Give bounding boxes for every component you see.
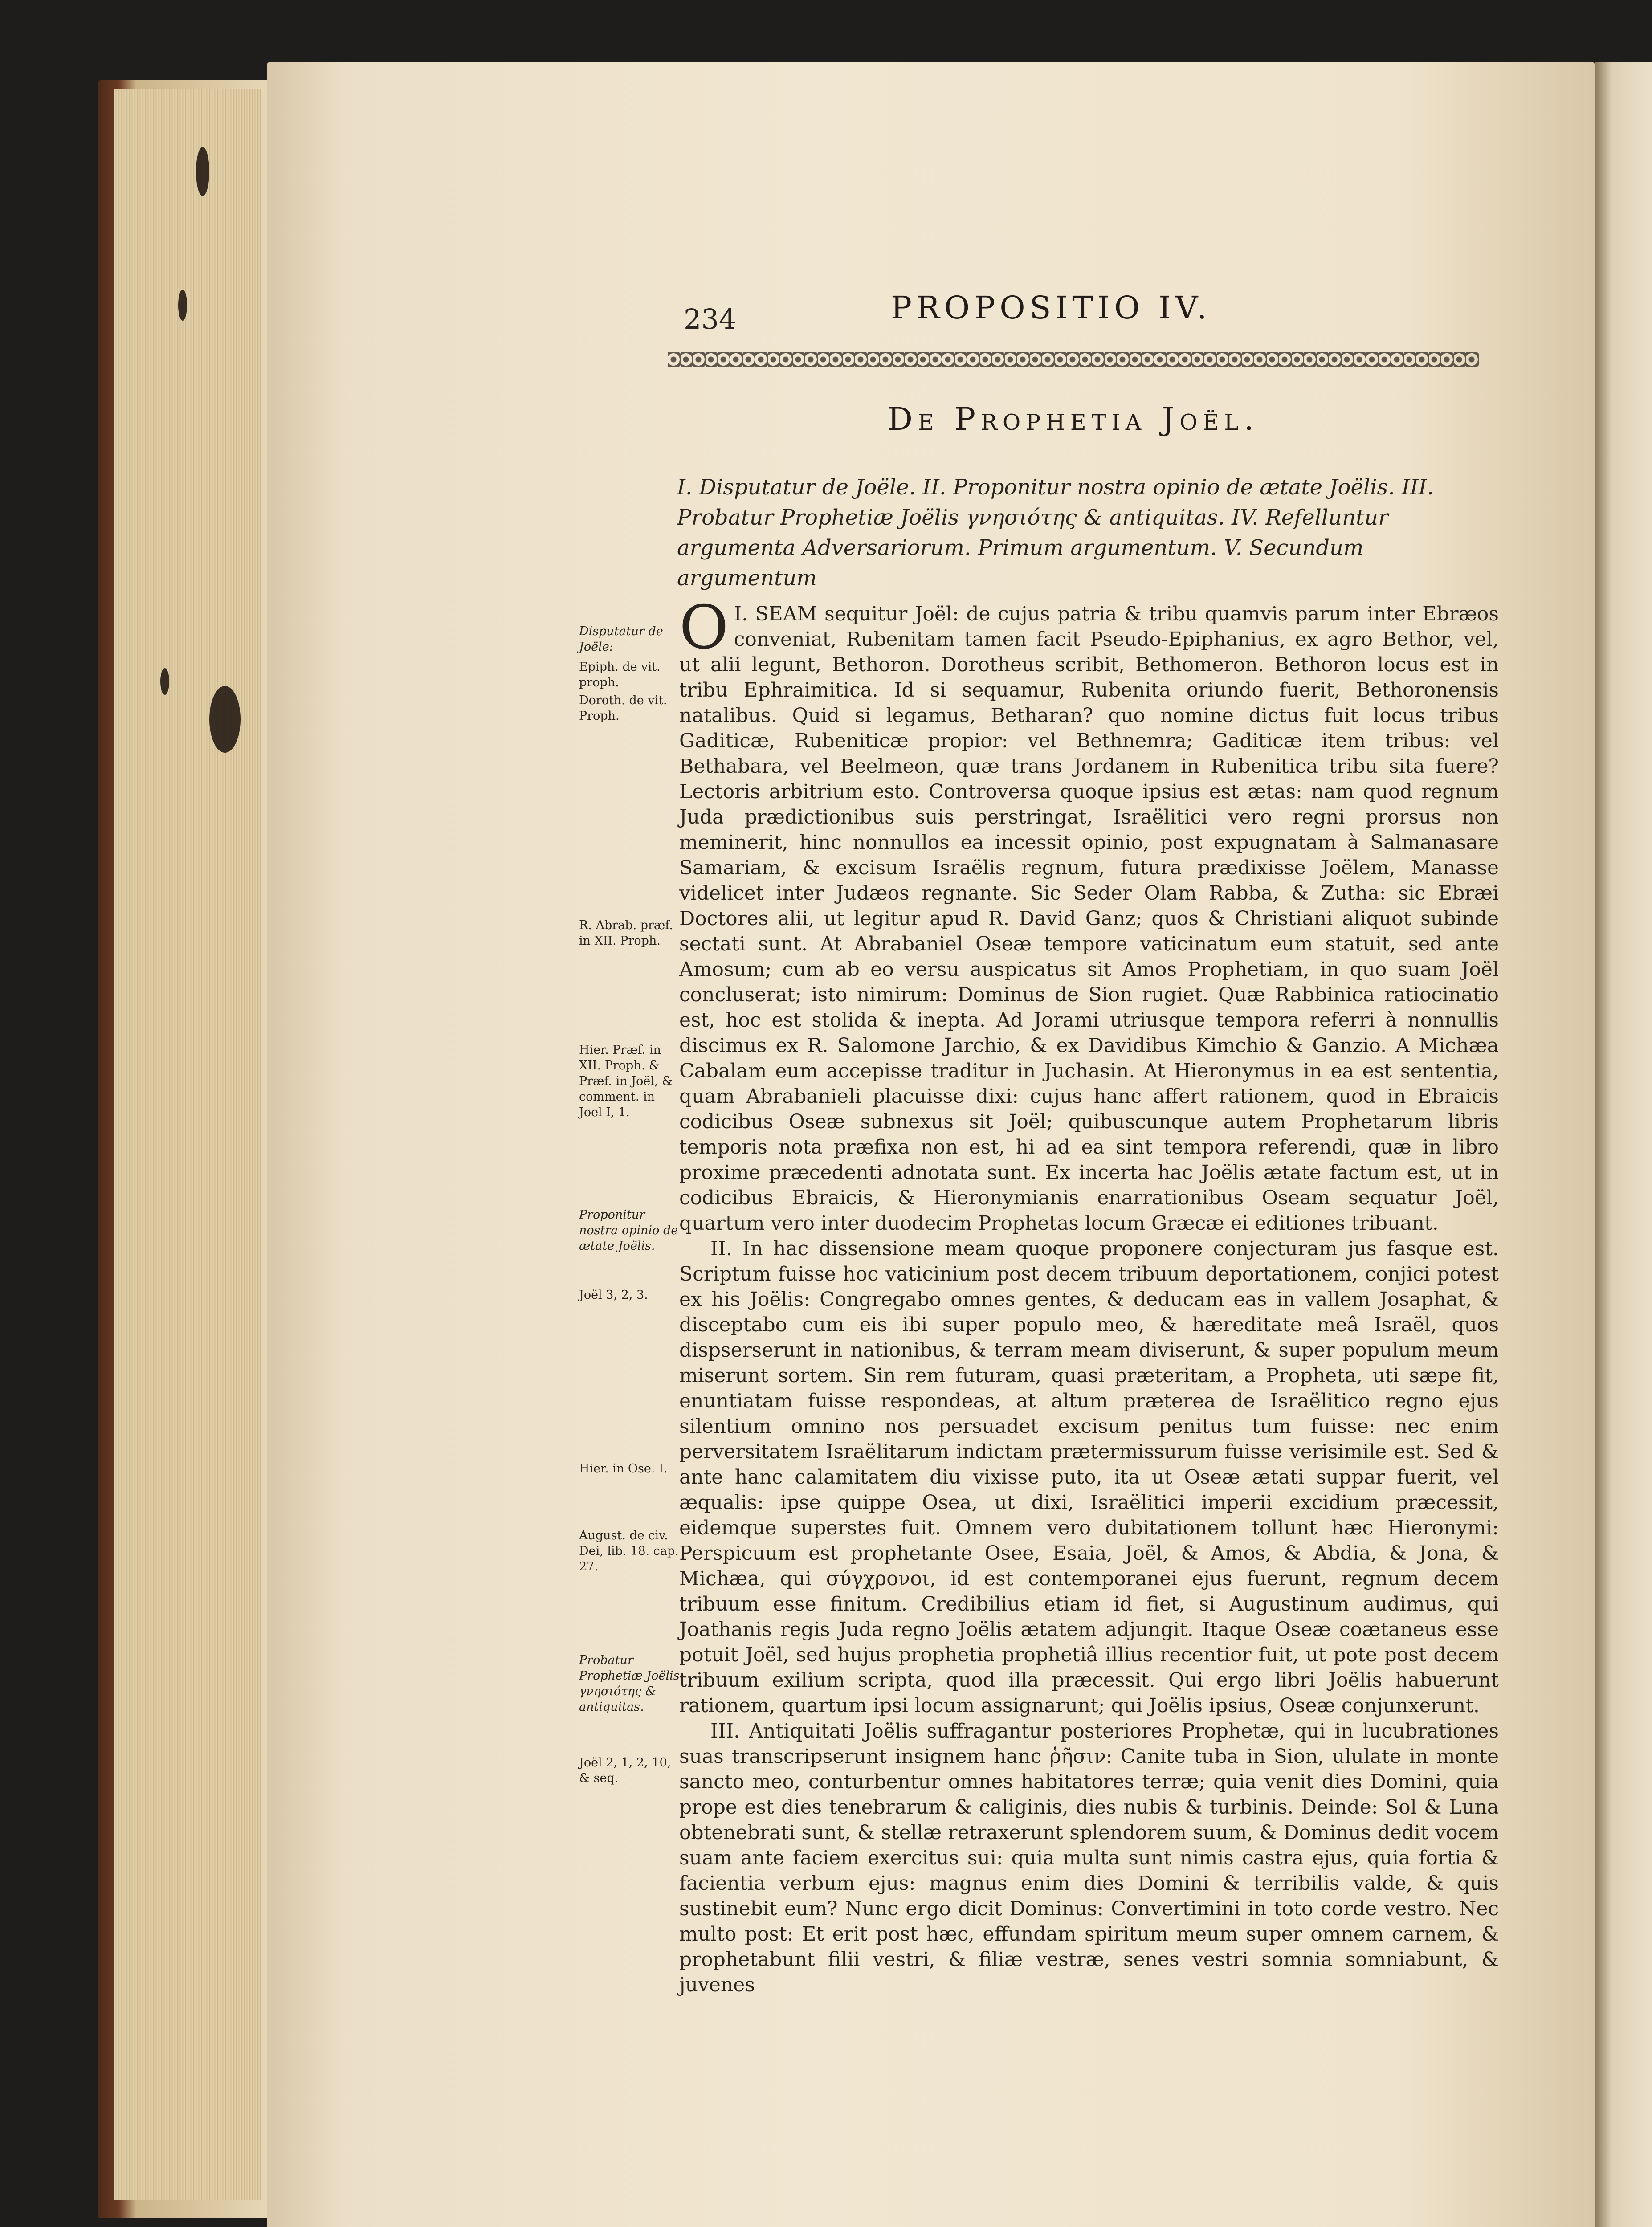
- marginal-note: Hier. in Ose. I.: [579, 1462, 668, 1476]
- facing-page-edge: [1595, 62, 1652, 2227]
- marginal-note: Epiph. de vit. proph.: [579, 660, 661, 689]
- ornamental-rule: [668, 352, 1479, 367]
- marginal-note: Joël 2, 1, 2, 10, & seq.: [579, 1756, 671, 1785]
- ink-stain: [160, 668, 169, 695]
- page-fore-edge: [114, 89, 261, 2200]
- ink-stain: [196, 147, 209, 196]
- paragraph-2: [679, 1236, 1499, 1718]
- paragraph-text: Antiquitati Joëlis suffragantur posteriores Prophetæ, qui in lucubrationes suas transcripserunt insignem hanc ῥῆσιν: Canite tuba in Sion, ululate in monte sancto meo, conturbentur omnes habitatores terræ; quia venit dies Domini, quia prope est dies tenebrarum & caliginis, dies nubis & turbinis. Deinde: Sol & Luna obtenebrati sunt, & stellæ retraxerunt splendorem suum, & Dominus dedit vocem suam ante faciem exercitus sui: quia multa sunt nimis castra ejus, quia fortia & facientia verbum ejus: magnus enim dies Domini & terribilis valde, & quis sustinebit eum? Nunc ergo dicit Dominus: Convertimini in toto corde vestro. Nec multo post: Et erit post hæc, effundam spiritum meum super omnem carnem, & prophetabunt filii vestri, & filiæ vestræ, senes vestri somnia somniabunt, & juvenes: [679, 1720, 1499, 1996]
- marginal-note: R. Abrab. præf. in XII. Proph.: [579, 918, 673, 948]
- marginal-note: Proponitur nostra opinio de ætate Joëlis.: [579, 1208, 678, 1253]
- body-text: [679, 592, 1499, 1998]
- marginal-note: Joël 3, 2, 3.: [579, 1288, 648, 1302]
- marginal-note: Disputatur de Joële:: [579, 624, 663, 654]
- ink-stain: [209, 686, 241, 753]
- running-head: PROPOSITIO IV.: [891, 290, 1211, 326]
- drop-cap: O: [679, 592, 729, 662]
- paragraph-text: In hac dissensione meam quoque proponere conjecturam jus fasque est. Scriptum fuisse hoc vaticinium post decem tribuum deportationem, conjici potest ex his Joëlis: Congregabo omnes gentes, & deducam eas in vallem Josaphat, & disceptabo cum eis ibi super populo meo, & hæreditate meâ Israël, quos dispserserunt in nationibus, & terram meam diviserunt, & super populum meum miserunt sortem. Sin rem futuram, quasi præteritam, a Propheta, uti sæpe fit, enuntiatam fuisse respondeas, at altum præterea de Israëlitico regno ejus silentium omnino nos persuadet excisum penitus tum fuisse: nec enim perversitatem Israëlitarum indictam prætermissurum fuisse verisimile est. Sed & ante hanc calamitatem diu vixisse puto, ita ut Oseæ ætati suppar fuerit, vel æqualis: ipse quippe Osea, ut dixi, Israëlitici imperii excidium præcessit, eidemque superstes fuit. Omnem vero dubitationem tollunt hæc Hieronymi: Perspicuum est prophetante Osee, Esaia, Joël, & Amos, & Abdia, & Jona, & Michæa, qui σύγχρονοι, id est contemporanei ejus fuerunt, regnum decem tribuum esse finitum. Credibilius etiam id fiet, si Augustinum audimus, qui Joathanis regis Juda regno Joëlis ætatem adjungit. Itaque Oseæ coætaneus esse potuit Joël, sed hujus prophetia prophetiâ illius recentior fuit, ut pote post decem tribuum exilium scripta, quod illa præcessit. Qui ergo libri Joëlis habuerunt rationem, quartum ipsi locum assignarunt; qui Joëlis ipsius, Oseæ conjunxerunt.: [679, 1237, 1499, 1717]
- ink-stain: [178, 290, 187, 321]
- section-number: III.: [710, 1720, 749, 1742]
- marginal-note: Hier. Præf. in XII. Proph. & Præf. in Joël, & comment. in Joel I, 1.: [579, 1043, 673, 1119]
- marginal-note: Doroth. de vit. Proph.: [579, 693, 667, 723]
- section-number: II.: [710, 1237, 743, 1260]
- marginal-note: August. de civ. Dei, lib. 18. cap. 27.: [579, 1529, 679, 1574]
- paragraph-3: [679, 1718, 1499, 1998]
- page-title: De Prophetia Joël.: [887, 401, 1260, 437]
- paragraph-1: [679, 592, 1499, 1236]
- section-number: I.: [734, 603, 755, 625]
- page-number: 234: [684, 303, 737, 335]
- marginal-note: Probatur Prophetiæ Joëlis γνησιότης & antiquitas.: [579, 1653, 680, 1714]
- paragraph-text: SEAM sequitur Joël: de cujus patria & tribu quamvis parum inter Ebræos conveniat, Rubenitam tamen facit Pseudo-Epiphanius, ex agro Bethor, vel, ut alii legunt, Bethoron. Dorotheus scribit, Bethomeron. Bethoron locus est in tribu Ephraimitica. Id si sequamur, Rubenita oriundo fuerit, Bethoronensis natalibus. Quid si legamus, Betharan? quo nomine dictus fuit locus tribus Gaditicæ, Rubeniticæ propior: vel Bethnemra; Gaditicæ item tribus: vel Bethabara, vel Beelmeon, quæ trans Jordanem in Rubenitica tribu sita fuere? Lectoris arbitrium esto. Controversa quoque ipsius est ætas: nam quod regnum Juda prædictionibus suis perstringat, Israëlitici vero regni prorsus non meminerit, hinc nonnullos ea incessit opinio, post expugnatam à Salmanasare Samariam, & excisum Israëlis regnum, futura prædixisse Joëlem, Manasse videlicet inter Judæos regnante. Sic Seder Olam Rabba, & Zutha: sic Ebræi Doctores alii, ut legitur apud R. David Ganz; quos & Christiani aliquot subinde sectati sunt. At Abrabaniel Oseæ tempore vaticinatum eum statuit, sed ante Amosum; cum ab eo versu auspicatus sit Amos Prophetiam, in quo suam Joël concluserat; isto nimirum: Dominus de Sion rugiet. Quæ Rabbinica ratiocinatio est, hoc est stolida & inepta. Ad Jorami utriusque tempora referri à nonnullis discimus ex R. Salomone Jarchio, & ex Davidibus Kimchio & Ganzio. A Michæa Cabalam eum accepisse traditur in Juchasin. At Hieronymus in ea est sententia, quam Abrabanieli placuisse dixi: cujus hanc affert rationem, quod in Ebraicis codicibus Oseæ subnexus sit Joël; quibuscunque autem Prophetarum libris temporis nota præfixa non est, hi ad ea sint tempora referendi, quæ in libro proxime præcedenti adnotata sunt. Ex incerta hac Joëlis ætate factum est, ut in codicibus Ebraicis, & Hieronymianis enarrationibus Oseam sequatur Joël, quartum vero inter duodecim Prophetas locum Græcæ ei editiones tribuant.: [679, 603, 1499, 1235]
- chapter-summary: I. Disputatur de Joële. II. Proponitur nostra opinio de ætate Joëlis. III. Probatur Prophetiæ Joëlis γνησιότης & antiquitas. IV. Refelluntur argumenta Adversariorum. Primum argumentum. V. Secundum argumentum: [677, 475, 1434, 591]
